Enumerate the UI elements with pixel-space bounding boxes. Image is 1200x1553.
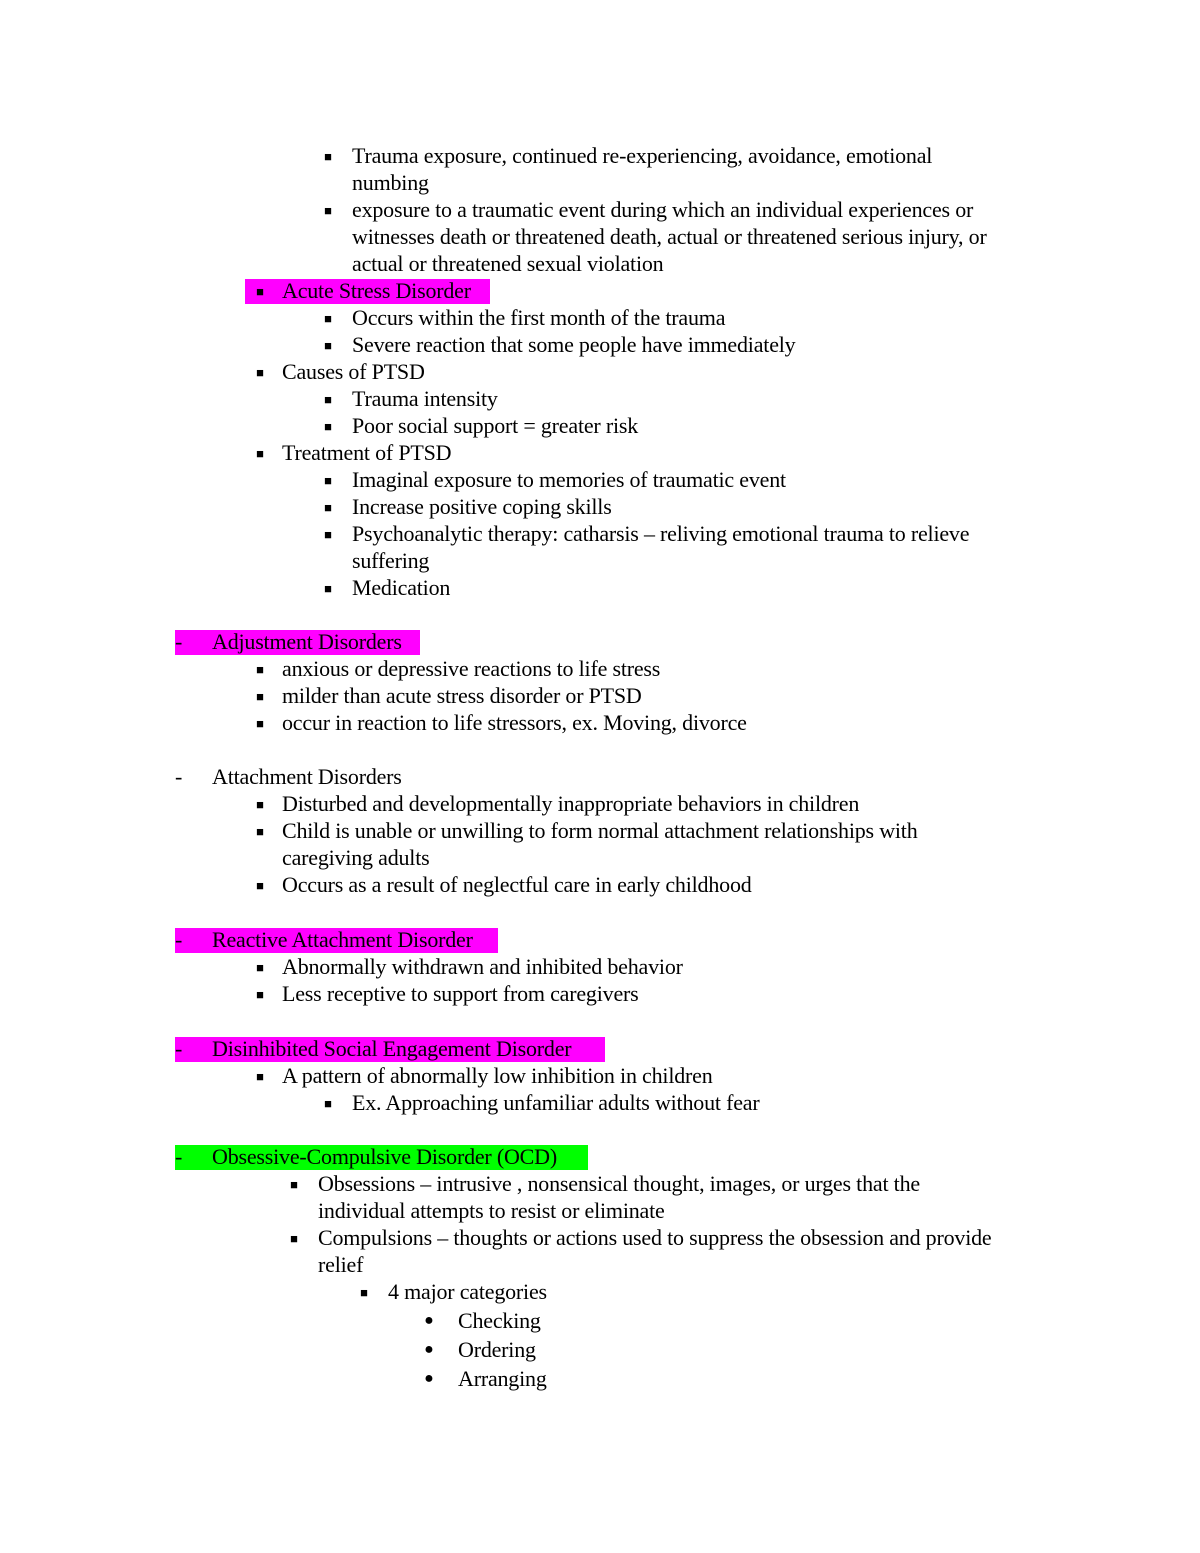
list-item: Severe reaction that some people have immediately [352,332,796,357]
square-bullet-icon: ■ [256,689,264,704]
heading-reactive-attachment-disorder: Reactive Attachment Disorder [212,927,473,952]
list-item: Psychoanalytic therapy: catharsis – reliving emotional trauma to relieve [352,521,970,546]
square-bullet-icon: ■ [290,1177,298,1192]
dash-bullet-icon: - [175,1036,183,1061]
square-bullet-icon: ■ [324,203,332,218]
dash-bullet-icon: - [175,764,183,789]
heading-disinhibited-social-engagement-disorder: Disinhibited Social Engagement Disorder [212,1036,572,1061]
heading-obsessive-compulsive-disorder: Obsessive-Compulsive Disorder (OCD) [212,1144,557,1169]
heading-adjustment-disorders: Adjustment Disorders [212,629,402,654]
list-item: Less receptive to support from caregivers [282,981,639,1006]
list-item: exposure to a traumatic event during which an individual experiences or [352,197,974,222]
list-item: Compulsions – thoughts or actions used to suppress the obsession and provide [318,1225,992,1250]
dash-bullet-icon: - [175,1144,183,1169]
square-bullet-icon: ■ [324,473,332,488]
list-item: milder than acute stress disorder or PTSD [282,683,642,708]
square-bullet-icon: ■ [324,419,332,434]
square-bullet-icon: ■ [256,662,264,677]
list-item: Occurs within the first month of the trauma [352,305,726,330]
heading-acute-stress-disorder: Acute Stress Disorder [282,278,471,303]
heading-attachment-disorders: Attachment Disorders [212,764,402,789]
list-item: Imaginal exposure to memories of traumatic event [352,467,786,492]
heading-treatment-of-ptsd: Treatment of PTSD [282,440,452,465]
list-item: Increase positive coping skills [352,494,612,519]
dash-bullet-icon: - [175,927,183,952]
list-item: Ex. Approaching unfamiliar adults without fear [352,1090,760,1115]
list-item-continuation: actual or threatened sexual violation [352,251,664,276]
square-bullet-icon: ■ [256,446,264,461]
list-item: Checking [458,1308,541,1333]
list-item: Child is unable or unwilling to form normal attachment relationships with [282,818,918,843]
square-bullet-icon: ■ [324,392,332,407]
square-bullet-icon: ■ [256,1069,264,1084]
square-bullet-icon: ■ [324,311,332,326]
list-item: Trauma intensity [352,386,498,411]
square-bullet-icon: ■ [324,338,332,353]
list-item: Trauma exposure, continued re-experiencing, avoidance, emotional [352,143,933,168]
square-bullet-icon: ■ [256,365,264,380]
square-bullet-icon: ■ [256,824,264,839]
square-bullet-icon: ■ [324,581,332,596]
list-item: 4 major categories [388,1279,547,1304]
list-item: anxious or depressive reactions to life stress [282,656,661,681]
list-item-continuation: witnesses death or threatened death, actual or threatened serious injury, or [352,224,987,249]
square-bullet-icon: ■ [324,1096,332,1111]
round-bullet-icon: ● [424,1341,434,1358]
square-bullet-icon: ■ [256,797,264,812]
list-item: Medication [352,575,451,600]
dash-bullet-icon: - [175,629,183,654]
square-bullet-icon: ■ [256,716,264,731]
round-bullet-icon: ● [424,1312,434,1329]
list-item: Disturbed and developmentally inappropriate behaviors in children [282,791,860,816]
list-item: Occurs as a result of neglectful care in early childhood [282,872,752,897]
list-item: Obsessions – intrusive , nonsensical thought, images, or urges that the [318,1171,920,1196]
square-bullet-icon: ■ [256,878,264,893]
square-bullet-icon: ■ [360,1285,368,1300]
list-item: Ordering [458,1337,536,1362]
square-bullet-icon: ■ [324,149,332,164]
square-bullet-icon: ■ [324,500,332,515]
square-bullet-icon: ■ [256,960,264,975]
list-item: Abnormally withdrawn and inhibited behavior [282,954,683,979]
list-item-continuation: individual attempts to resist or eliminate [318,1198,665,1223]
square-bullet-icon: ■ [256,987,264,1002]
round-bullet-icon: ● [424,1370,434,1387]
heading-causes-of-ptsd: Causes of PTSD [282,359,425,384]
square-bullet-icon: ■ [290,1231,298,1246]
list-item: Poor social support = greater risk [352,413,639,438]
square-bullet-icon: ■ [256,284,264,299]
list-item-continuation: relief [318,1252,364,1277]
list-item: Arranging [458,1366,547,1391]
list-item: A pattern of abnormally low inhibition in children [282,1063,713,1088]
list-item-continuation: suffering [352,548,430,573]
list-item-continuation: caregiving adults [282,845,430,870]
square-bullet-icon: ■ [324,527,332,542]
list-item-continuation: numbing [352,170,429,195]
list-item: occur in reaction to life stressors, ex. Moving, divorce [282,710,747,735]
